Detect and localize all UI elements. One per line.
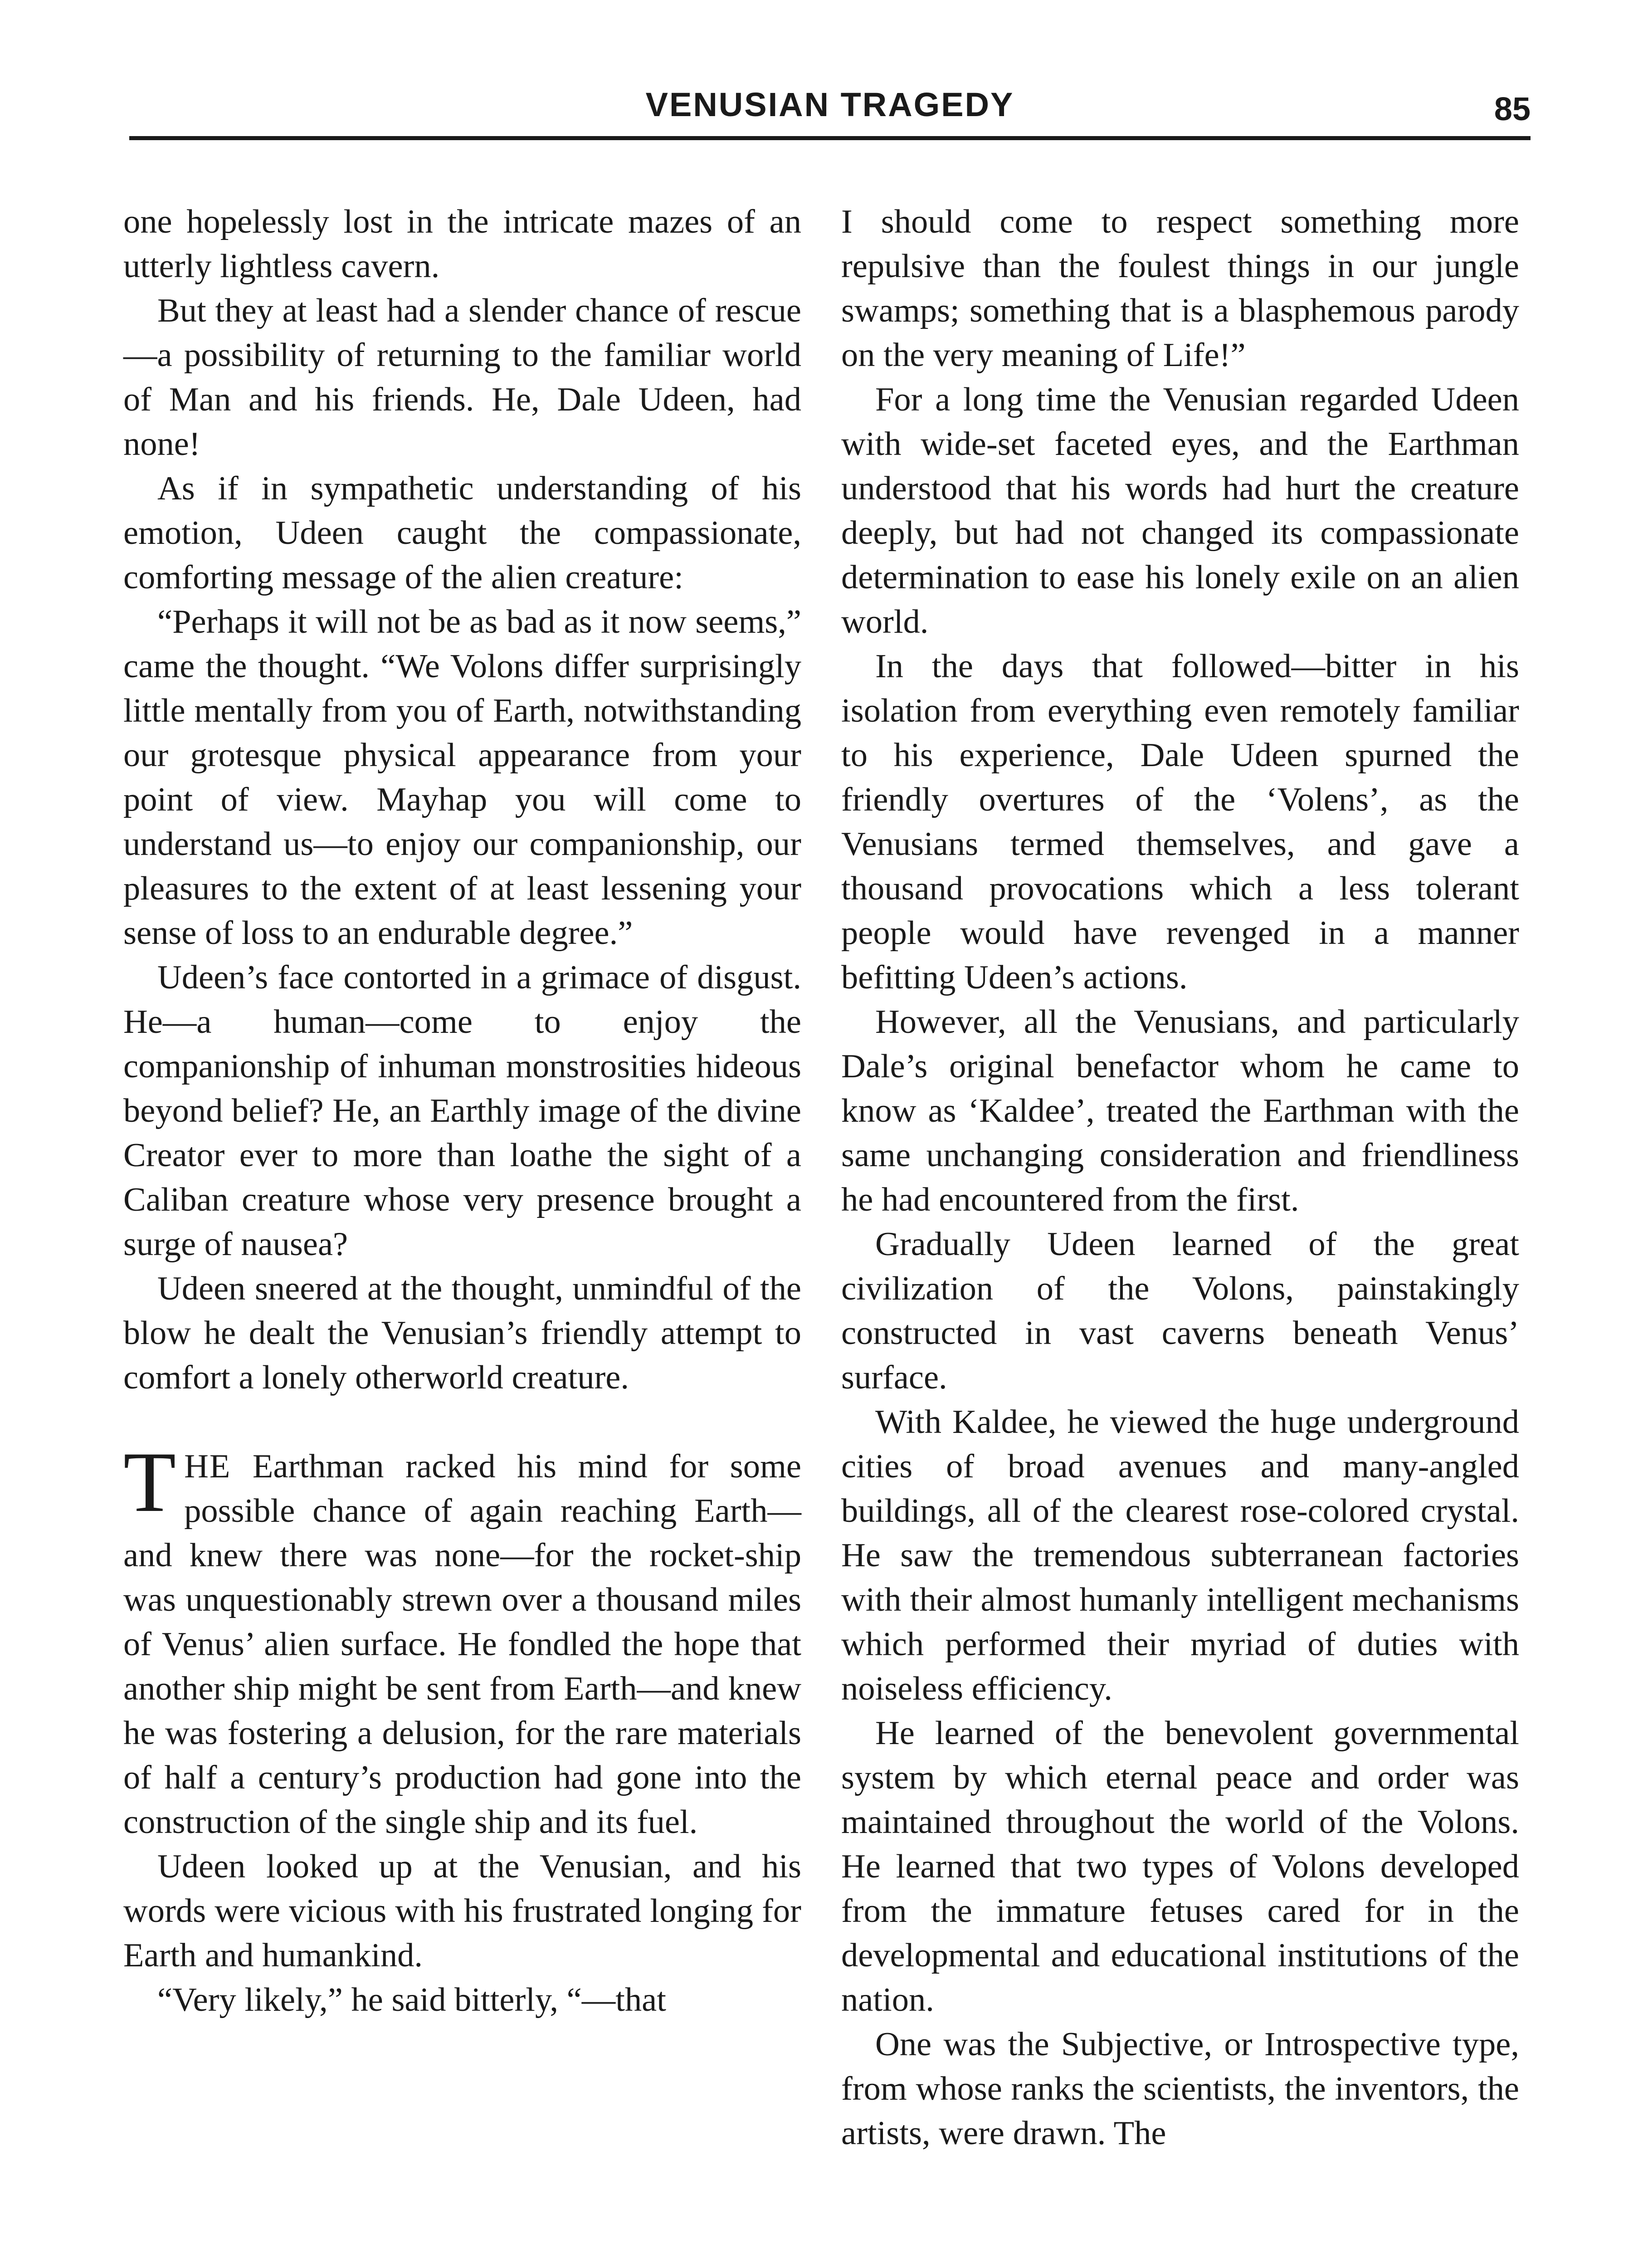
drop-cap: T bbox=[123, 1435, 176, 1530]
running-header bbox=[129, 77, 1531, 136]
paragraph: One was the Subjective, or Introspective type, from whose ranks the scientists, the inventors, the artists, were drawn. The bbox=[841, 2026, 1519, 2152]
paragraph-with-drop-cap bbox=[123, 1435, 801, 1844]
paragraph: Udeen sneered at the thought, unmindful of the blow he dealt the Venusian’s friendly attempt to comfort a lonely otherworld creature. bbox=[123, 1270, 801, 1396]
paragraph: “Very likely,” he said bitterly, “—that bbox=[157, 1981, 666, 2019]
paragraph: I should come to respect something more repulsive than the foulest things in our jungle swamps; something that is a blasphemous parody on the very meaning of Life!” bbox=[841, 203, 1519, 374]
paragraph: “Perhaps it will not be as bad as it now seems,” came the thought. “We Volons differ surprisingly little mentally from you of Earth, notwithstanding our grotesque physical appearance from your point of view. Mayhap you will come to understand us—to enjoy our companionship, our pleasures to the extent of at least lessening your sense of loss to an endurable degree.” bbox=[123, 603, 801, 952]
paragraph: As if in sympathetic understanding of his emotion, Udeen caught the compassionate, comforting message of the alien creature: bbox=[123, 470, 801, 596]
paragraph: Gradually Udeen learned of the great civilization of the Volons, painstakingly constructed in vast caverns beneath Venus’ surface. bbox=[841, 1226, 1519, 1396]
paragraph: For a long time the Venusian regarded Udeen with wide-set faceted eyes, and the Earthman understood that his words had hurt the creature deeply, but had not changed its compassionate determination to ease his lonely exile on an alien world. bbox=[841, 381, 1519, 640]
paragraph: But they at least had a slender chance of rescue—a possibility of returning to the familiar world of Man and his friends. He, Dale Udeen, had none! bbox=[123, 292, 801, 463]
running-title: VENUSIAN TRAGEDY bbox=[645, 86, 1014, 123]
paragraph: Udeen looked up at the Venusian, and his words were vicious with his frustrated longing for Earth and humankind. bbox=[123, 1848, 801, 1974]
right-column bbox=[841, 200, 1519, 2156]
paragraph: However, all the Venusians, and particularly Dale’s original benefactor whom he came to know as ‘Kaldee’, treated the Earthman with the same unchanging consideration and friendliness he had encountered from the first. bbox=[841, 1003, 1519, 1218]
page-number: 85 bbox=[1494, 91, 1531, 127]
left-column bbox=[123, 200, 801, 2022]
header-rule bbox=[129, 136, 1531, 140]
paragraph: one hopelessly lost in the intricate mazes of an utterly lightless cavern. bbox=[123, 203, 801, 285]
paragraph: Udeen’s face contorted in a grimace of disgust. He—a human—come to enjoy the companionship of inhuman monstrosities hideous beyond belief? He, an Earthly image of the divine Creator ever to more than loathe the sight of a Caliban creature whose very presence brought a surge of nausea? bbox=[123, 959, 801, 1263]
paragraph-text: Earthman racked his mind for some possible chance of again reaching Earth—and knew there was none—for the rocket-ship was unquestionably strewn over a thousand miles of Venus’ alien surface. He fondled the hope that another ship might be sent from Earth—and knew he was fostering a delusion, for the rare materials of half a century’s production had gone into the construction of the single ship and its fuel. bbox=[123, 1448, 801, 1841]
small-caps-lead: HE bbox=[184, 1448, 231, 1485]
paragraph: With Kaldee, he viewed the huge underground cities of broad avenues and many-angled buildings, all of the clearest rose-colored crystal. He saw the tremendous subterranean factories with their almost humanly intelligent mechanisms which performed their myriad of duties with noiseless efficiency. bbox=[841, 1403, 1519, 1707]
paragraph: In the days that followed—bitter in his isolation from everything even remotely familiar to his experience, Dale Udeen spurned the friendly overtures of the ‘Volens’, as the Venusians termed themselves, and gave a thousand provocations which a less tolerant people would have revenged in a manner befitting Udeen’s actions. bbox=[841, 648, 1519, 996]
paragraph: He learned of the benevolent governmental system by which eternal peace and order was maintained throughout the world of the Volons. He learned that two types of Volons developed from the immature fetuses cared for in the developmental and educational institutions of the nation. bbox=[841, 1715, 1519, 2019]
